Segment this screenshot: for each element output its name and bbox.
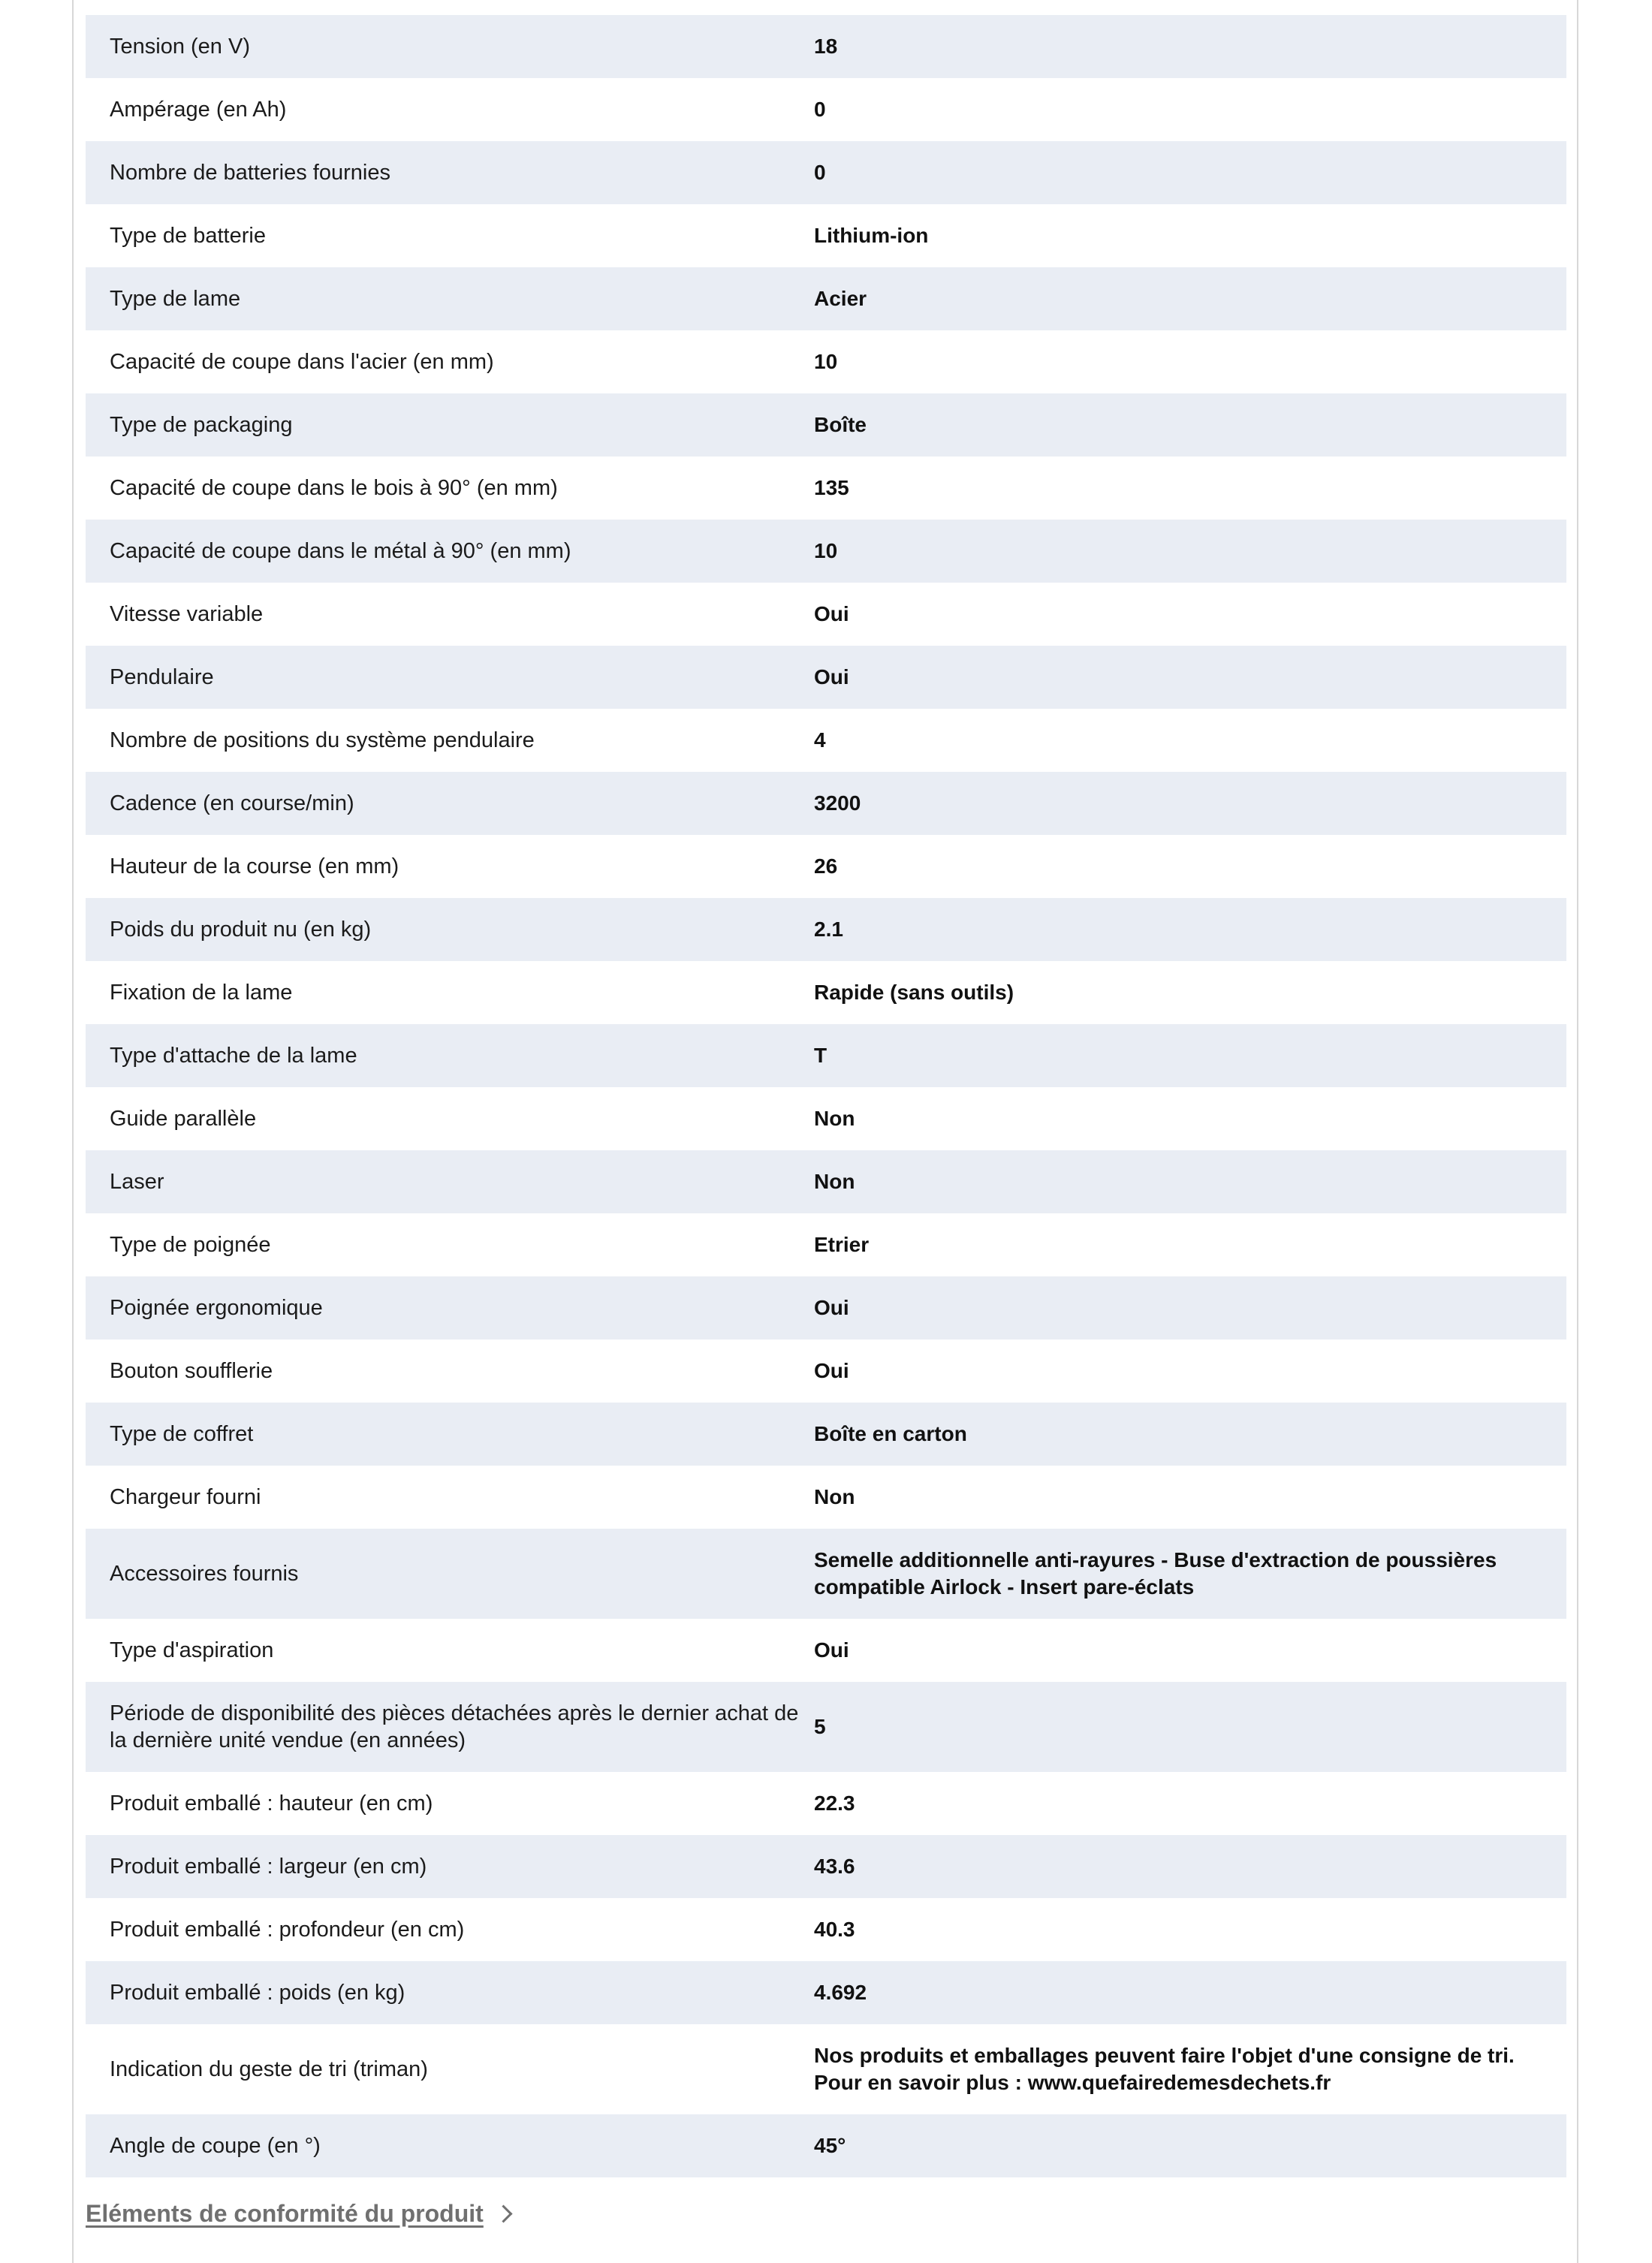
spec-label: Type de batterie [110,224,266,248]
spec-value: Etrier [814,1233,870,1256]
spec-label: Nombre de batteries fournies [110,161,390,185]
product-conformity-link-label[interactable]: Eléments de conformité du produit [86,2200,484,2227]
chevron-right-icon [494,2204,512,2222]
spec-value: Boîte [814,413,867,436]
spec-value: Lithium-ion [814,224,929,247]
spec-value: Semelle additionnelle anti-rayures - Buse d'extraction de poussières compatible Airlock - Insert pare-éclats [814,1548,1497,1599]
spec-value: 135 [814,476,849,499]
spec-value: 18 [814,35,838,58]
spec-label: Produit emballé : profondeur (en cm) [110,1918,465,1942]
spec-label: Angle de coupe (en °) [110,2134,321,2158]
spec-row-variable-speed [86,583,1566,646]
spec-label: Capacité de coupe dans le bois à 90° (en mm) [110,476,558,500]
spec-label: Pendulaire [110,665,214,689]
spec-label: Fixation de la lame [110,981,293,1005]
spec-label: Vitesse variable [110,602,264,626]
spec-label: Type d'attache de la lame [110,1044,357,1068]
spec-row-packaging-type [86,393,1566,457]
spec-row-metal-cut-capacity [86,520,1566,583]
spec-value: 5 [814,1715,826,1738]
spec-row-blade-fixing [86,961,1566,1024]
spec-row-parallel-guide [86,1087,1566,1150]
spec-value: 26 [814,854,838,878]
spec-value: Non [814,1107,855,1130]
spec-value: Oui [814,1638,849,1662]
spec-value: 4 [814,728,826,752]
spec-row-ergonomic-handle [86,1276,1566,1339]
spec-value: Oui [814,1359,849,1382]
spec-label: Nombre de positions du système pendulaire [110,728,535,752]
spec-label: Bouton soufflerie [110,1359,273,1383]
spec-value: Boîte en carton [814,1422,967,1445]
spec-row-triman [86,2024,1566,2114]
spec-row-stroke-height [86,835,1566,898]
spec-value: Nos produits et emballages peuvent faire l'objet d'une consigne de tri. Pour en savoir plus : www.quefairedemesdechets.fr [814,2044,1515,2094]
spec-label: Capacité de coupe dans l'acier (en mm) [110,350,494,374]
spec-value: 3200 [814,791,861,815]
spec-value: 43.6 [814,1855,855,1878]
spec-value: Rapide (sans outils) [814,981,1014,1004]
spec-row-spare-parts-availability [86,1682,1566,1772]
spec-value: 2.1 [814,918,843,941]
spec-value: Oui [814,602,849,625]
spec-row-steel-cut-capacity [86,330,1566,393]
spec-label: Type d'aspiration [110,1638,274,1662]
spec-label: Ampérage (en Ah) [110,98,287,122]
spec-label: Capacité de coupe dans le métal à 90° (en mm) [110,539,571,563]
spec-label: Accessoires fournis [110,1562,299,1586]
spec-label: Guide parallèle [110,1107,257,1131]
spec-value: 40.3 [814,1918,855,1941]
spec-row-suction-type [86,1619,1566,1682]
spec-value: Oui [814,665,849,689]
spec-value: 0 [814,98,826,121]
spec-row-product-weight [86,898,1566,961]
spec-value: Non [814,1485,855,1508]
spec-row-pendulum-positions [86,709,1566,772]
spec-row-packed-height [86,1772,1566,1835]
spec-label: Poids du produit nu (en kg) [110,918,372,942]
spec-row-packed-depth [86,1898,1566,1961]
spec-value: 45° [814,2134,846,2157]
product-conformity-link[interactable] [86,2200,510,2228]
spec-row-blade-attachment [86,1024,1566,1087]
spec-row-amperage [86,78,1566,141]
spec-label: Hauteur de la course (en mm) [110,854,399,878]
spec-value: 4.692 [814,1981,867,2004]
specifications-table [86,15,1566,2177]
spec-value: Acier [814,287,867,310]
spec-row-packed-weight [86,1961,1566,2024]
spec-row-handle-type [86,1213,1566,1276]
spec-value: Oui [814,1296,849,1319]
spec-label: Produit emballé : largeur (en cm) [110,1855,427,1879]
spec-label: Tension (en V) [110,35,250,59]
spec-label: Produit emballé : hauteur (en cm) [110,1791,433,1816]
spec-row-battery-type [86,204,1566,267]
spec-label: Cadence (en course/min) [110,791,354,815]
spec-value: 10 [814,539,838,562]
spec-value: 0 [814,161,826,184]
spec-value: 22.3 [814,1791,855,1815]
spec-label: Type de packaging [110,413,293,437]
spec-label: Produit emballé : poids (en kg) [110,1981,405,2005]
spec-value: Non [814,1170,855,1193]
spec-label: Laser [110,1170,164,1194]
spec-label: Type de coffret [110,1422,254,1446]
spec-label: Chargeur fourni [110,1485,261,1509]
spec-label: Période de disponibilité des pièces détachées après le dernier achat de la dernière unité vendue (en années) [110,1701,799,1752]
spec-row-tension [86,15,1566,78]
spec-label: Indication du geste de tri (triman) [110,2057,428,2081]
spec-value: 10 [814,350,838,373]
spec-row-battery-count [86,141,1566,204]
spec-row-laser [86,1150,1566,1213]
spec-row-packed-width [86,1835,1566,1898]
spec-row-charger-supplied [86,1466,1566,1529]
spec-row-stroke-rate [86,772,1566,835]
spec-label: Type de poignée [110,1233,271,1257]
spec-label: Poignée ergonomique [110,1296,323,1320]
spec-row-accessories [86,1529,1566,1619]
spec-value: T [814,1044,828,1067]
spec-row-blade-type [86,267,1566,330]
spec-row-blower-button [86,1339,1566,1403]
spec-label: Type de lame [110,287,241,311]
spec-row-wood-cut-capacity [86,457,1566,520]
spec-row-cut-angle [86,2114,1566,2177]
spec-row-pendulum [86,646,1566,709]
spec-row-case-type [86,1403,1566,1466]
